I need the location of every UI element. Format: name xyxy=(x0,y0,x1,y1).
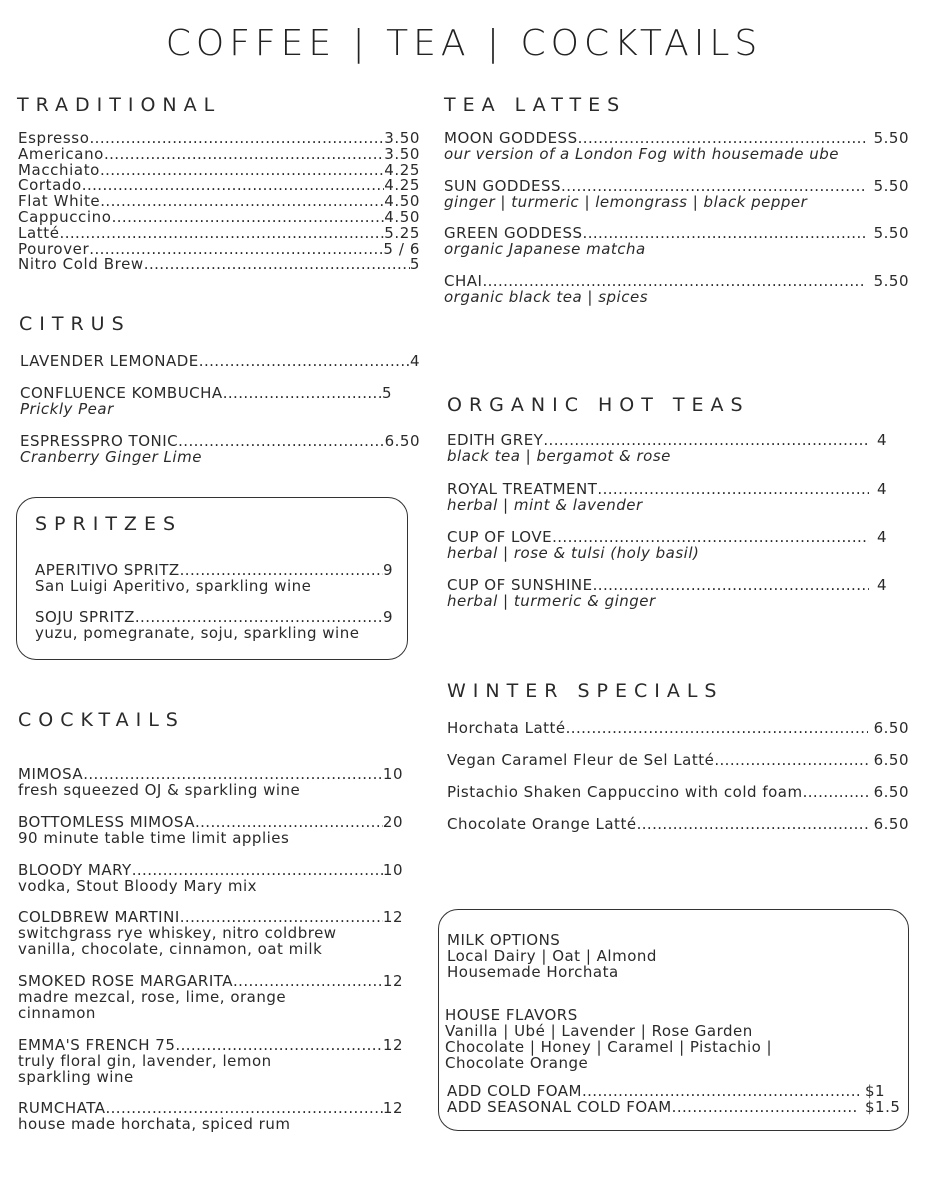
leader-dots xyxy=(135,609,383,625)
house-flavors-heading: HOUSE FLAVORS xyxy=(445,1006,578,1024)
item-name: ADD COLD FOAM xyxy=(447,1082,582,1100)
spritzes-heading: SPRITZES xyxy=(35,513,183,535)
item-description: yuzu, pomegranate, soju, sparkling wine xyxy=(35,624,360,642)
item-name: ESPRESSPRO TONIC xyxy=(20,432,179,450)
item-description: herbal | rose & tulsi (holy basil) xyxy=(447,544,700,562)
menu-title: COFFEE | TEA | COCKTAILS xyxy=(165,23,763,64)
item-price: 4 xyxy=(876,528,887,546)
leader-dots xyxy=(132,862,383,878)
item-description: ginger | turmeric | lemongrass | black pepper xyxy=(444,193,808,211)
leader-dots xyxy=(552,529,869,545)
item-price: 4.25 xyxy=(384,176,420,195)
winter-item xyxy=(447,752,909,768)
spritz-item xyxy=(35,609,393,641)
leader-dots xyxy=(637,816,868,832)
item-name: CONFLUENCE KOMBUCHA xyxy=(20,384,223,402)
item-price: 9 xyxy=(382,561,393,579)
hot-tea-item xyxy=(447,432,887,464)
item-price: 4 xyxy=(876,431,887,449)
item-price: 12 xyxy=(382,1099,403,1117)
tea-latte-item xyxy=(444,273,909,305)
addons-list xyxy=(447,1083,899,1115)
item-name: MOON GODDESS xyxy=(444,129,578,147)
item-price: 12 xyxy=(382,1036,403,1054)
hot-tea-item xyxy=(447,577,887,609)
item-name: MIMOSA xyxy=(18,765,84,783)
item-price: 5.50 xyxy=(873,177,909,195)
item-description: house made horchata, spiced rum xyxy=(18,1115,291,1133)
item-name: Flat White xyxy=(18,192,101,211)
leader-dots xyxy=(593,577,869,593)
item-price: 6.50 xyxy=(873,783,909,801)
leader-dots xyxy=(578,130,866,146)
item-price: 10 xyxy=(382,861,403,879)
leader-dots xyxy=(180,562,383,578)
item-price: 12 xyxy=(382,908,403,926)
item-name: SOJU SPRITZ xyxy=(35,608,135,626)
leader-dots xyxy=(104,147,384,163)
item-name: Nitro Cold Brew xyxy=(18,255,144,274)
item-name: Pourover xyxy=(18,239,90,258)
leader-dots xyxy=(233,973,383,989)
item-price: 5.50 xyxy=(873,129,909,147)
item-price: 3.50 xyxy=(384,144,420,163)
item-description: Cranberry Ginger Lime xyxy=(20,448,202,466)
leader-dots xyxy=(100,163,384,179)
house-flavors-line: Chocolate | Honey | Caramel | Pistachio | xyxy=(445,1038,773,1056)
tea-latte-item xyxy=(444,225,909,257)
item-name: EMMA'S FRENCH 75 xyxy=(18,1036,176,1054)
milk-options-heading: MILK OPTIONS xyxy=(447,931,561,949)
item-description: madre mezcal, rose, lime, orange xyxy=(18,988,287,1006)
leader-dots xyxy=(561,178,866,194)
menu-item xyxy=(18,257,420,273)
item-price: 4 xyxy=(876,480,887,498)
item-name: SMOKED ROSE MARGARITA xyxy=(18,972,234,990)
item-name: APERITIVO SPRITZ xyxy=(35,561,180,579)
item-price: 6.50 xyxy=(384,432,420,450)
leader-dots xyxy=(803,784,868,800)
item-description: 90 minute table time limit applies xyxy=(18,829,290,847)
leader-dots xyxy=(175,1037,383,1053)
addon-item xyxy=(447,1083,899,1099)
item-name: BLOODY MARY xyxy=(18,861,132,879)
item-description: herbal | turmeric & ginger xyxy=(447,592,656,610)
item-name: EDITH GREY xyxy=(447,431,544,449)
leader-dots xyxy=(90,131,385,147)
leader-dots xyxy=(100,194,384,210)
menu-item xyxy=(18,207,420,226)
item-name: ADD SEASONAL COLD FOAM xyxy=(447,1098,672,1116)
citrus-item xyxy=(20,353,420,369)
item-description: switchgrass rye whiskey, nitro coldbrew xyxy=(18,924,337,942)
leader-dots xyxy=(105,1100,382,1116)
item-name: CHAI xyxy=(444,272,483,290)
item-name: BOTTOMLESS MIMOSA xyxy=(18,813,195,831)
item-name: COLDBREW MARTINI xyxy=(18,908,180,926)
item-description: herbal | mint & lavender xyxy=(447,496,643,514)
winter-item xyxy=(447,816,909,832)
leader-dots xyxy=(180,909,383,925)
item-description: San Luigi Aperitivo, sparkling wine xyxy=(35,577,312,595)
leader-dots xyxy=(672,1099,859,1115)
cocktail-item xyxy=(18,1037,403,1085)
tea-latte-item xyxy=(444,130,909,162)
leader-dots xyxy=(112,210,385,226)
leader-dots xyxy=(60,226,385,242)
item-name: CUP OF LOVE xyxy=(447,528,553,546)
hot-teas-heading: ORGANIC HOT TEAS xyxy=(447,394,750,416)
item-price: 5 xyxy=(381,384,392,402)
leader-dots xyxy=(83,766,383,782)
item-description: vodka, Stout Bloody Mary mix xyxy=(18,877,258,895)
traditional-list xyxy=(18,131,420,273)
item-price: 20 xyxy=(382,813,403,831)
leader-dots xyxy=(714,752,867,768)
item-price: 4 xyxy=(409,352,420,370)
leader-dots xyxy=(199,353,410,369)
item-price: 6.50 xyxy=(873,815,909,833)
leader-dots xyxy=(178,433,384,449)
traditional-heading: TRADITIONAL xyxy=(17,94,222,116)
spritz-item xyxy=(35,562,393,594)
item-name: Latté xyxy=(18,223,60,242)
item-price: 4 xyxy=(876,576,887,594)
leader-dots xyxy=(566,720,868,736)
item-description: black tea | bergamot & rose xyxy=(447,447,671,465)
item-name: RUMCHATA xyxy=(18,1099,106,1117)
item-name: ROYAL TREATMENT xyxy=(447,480,598,498)
item-name: Espresso xyxy=(18,129,90,147)
item-description: our version of a London Fog with housemade ube xyxy=(444,145,840,163)
item-name: SUN GODDESS xyxy=(444,177,562,195)
cocktail-item xyxy=(18,814,403,846)
citrus-heading: CITRUS xyxy=(19,313,131,335)
tea-latte-item xyxy=(444,178,909,210)
house-flavors xyxy=(445,1007,897,1071)
item-price: 12 xyxy=(382,972,403,990)
hot-tea-item xyxy=(447,529,887,561)
hot-tea-item xyxy=(447,481,887,513)
item-name: GREEN GODDESS xyxy=(444,224,583,242)
leader-dots xyxy=(583,225,866,241)
citrus-item xyxy=(20,385,392,417)
item-price: 6.50 xyxy=(873,751,909,769)
milk-options-line: Local Dairy | Oat | Almond xyxy=(447,947,657,965)
item-description: truly floral gin, lavender, lemon xyxy=(18,1052,272,1070)
milk-options xyxy=(447,932,899,980)
citrus-item xyxy=(20,433,420,465)
house-flavors-line: Vanilla | Ubé | Lavender | Rose Garden xyxy=(445,1022,753,1040)
item-price: 5.50 xyxy=(873,224,909,242)
cocktail-item xyxy=(18,973,403,1021)
item-price: 5 / 6 xyxy=(383,239,420,258)
item-price: $1 xyxy=(865,1082,886,1100)
cocktails-heading: COCKTAILS xyxy=(18,709,185,731)
item-price: 5 xyxy=(409,255,420,274)
item-name: CUP OF SUNSHINE xyxy=(447,576,593,594)
item-description: vanilla, chocolate, cinnamon, oat milk xyxy=(18,940,323,958)
leader-dots xyxy=(597,481,869,497)
item-price: 6.50 xyxy=(873,719,909,737)
item-name: Pistachio Shaken Cappuccino with cold foam xyxy=(447,783,803,801)
leader-dots xyxy=(223,385,382,401)
item-description: organic Japanese matcha xyxy=(444,240,646,258)
item-price: $1.5 xyxy=(865,1098,901,1116)
leader-dots xyxy=(144,257,410,273)
item-price: 5.25 xyxy=(384,223,420,242)
item-price: 4.25 xyxy=(384,160,420,179)
winter-specials-heading: WINTER SPECIALS xyxy=(447,680,724,702)
item-description: cinnamon xyxy=(18,1004,96,1022)
leader-dots xyxy=(582,1083,859,1099)
item-description: organic black tea | spices xyxy=(444,288,649,306)
tea-lattes-heading: TEA LATTES xyxy=(444,94,627,116)
item-price: 4.50 xyxy=(384,207,420,226)
item-name: Cortado xyxy=(18,176,82,195)
leader-dots xyxy=(82,178,384,194)
item-name: Macchiato xyxy=(18,160,100,179)
addon-item xyxy=(447,1099,899,1115)
item-price: 4.50 xyxy=(384,192,420,211)
item-price: 5.50 xyxy=(873,272,909,290)
item-name: LAVENDER LEMONADE xyxy=(20,352,199,370)
item-name: Cappuccino xyxy=(18,207,112,226)
leader-dots xyxy=(482,273,865,289)
winter-item xyxy=(447,784,909,800)
item-name: Americano xyxy=(18,144,104,163)
item-name: Vegan Caramel Fleur de Sel Latté xyxy=(447,751,715,769)
cocktail-item xyxy=(18,766,403,798)
item-description: sparkling wine xyxy=(18,1068,134,1086)
item-price: 3.50 xyxy=(384,129,420,147)
item-description: fresh squeezed OJ & sparkling wine xyxy=(18,781,301,799)
item-name: Horchata Latté xyxy=(447,719,566,737)
item-price: 9 xyxy=(382,608,393,626)
leader-dots xyxy=(195,814,383,830)
item-name: Chocolate Orange Latté xyxy=(447,815,637,833)
cocktail-item xyxy=(18,862,403,894)
leader-dots xyxy=(543,432,869,448)
winter-item xyxy=(447,720,909,736)
item-price: 10 xyxy=(382,765,403,783)
cocktail-item xyxy=(18,1100,403,1132)
milk-options-line: Housemade Horchata xyxy=(447,963,619,981)
cocktail-item xyxy=(18,909,403,957)
item-description: Prickly Pear xyxy=(20,400,114,418)
house-flavors-line: Chocolate Orange xyxy=(445,1054,589,1072)
